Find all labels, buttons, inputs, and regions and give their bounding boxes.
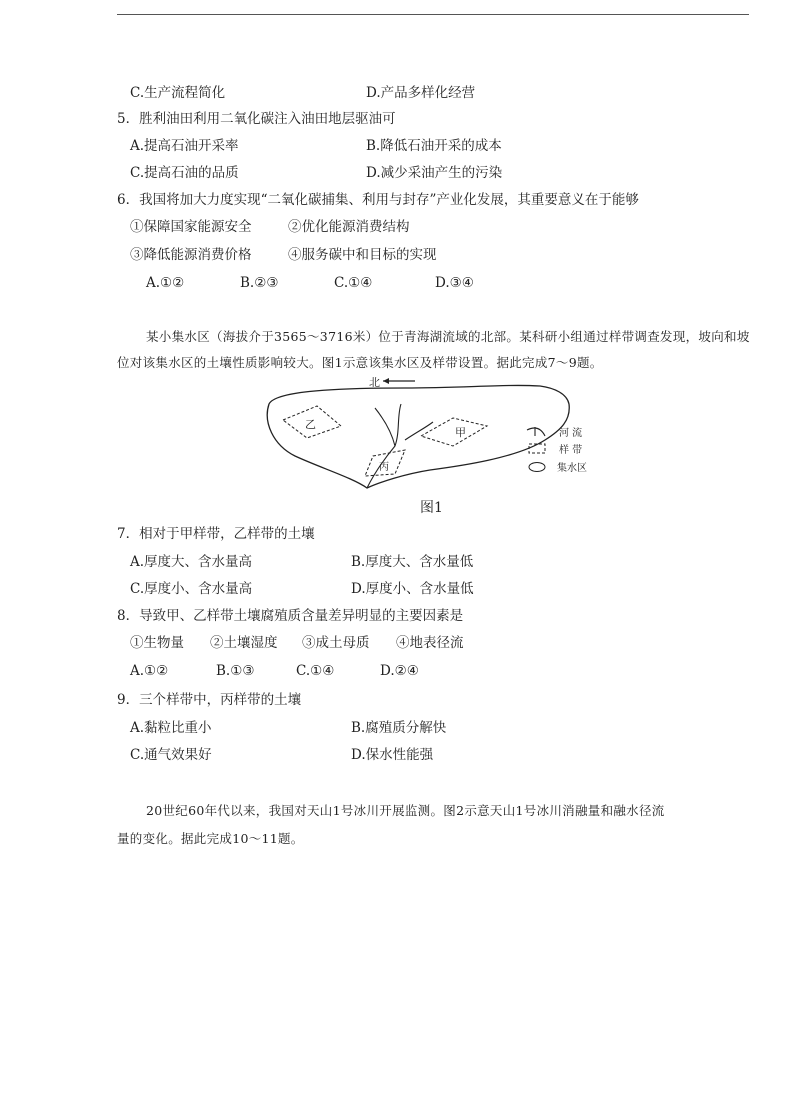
passage2-line1: 20世纪60年代以来，我国对天山1号冰川开展监测。图2示意天山1号冰川消融量和融水径流 xyxy=(146,803,665,818)
q8-option-d: D.②④ xyxy=(380,663,419,679)
catchment-boundary xyxy=(267,385,569,488)
q6-option-b: B.②③ xyxy=(240,275,279,291)
passage1-line2: 位对该集水区的土壤性质影响较大。图1示意该集水区及样带设置。据此完成7～9题。 xyxy=(117,355,603,370)
q7-option-b: B.厚度大、含水量低 xyxy=(351,554,474,570)
q5-stem: 5．胜利油田利用二氧化碳注入油田地层驱油可 xyxy=(117,111,396,127)
q7-stem: 7．相对于甲样带，乙样带的土壤 xyxy=(117,526,315,542)
header-rule xyxy=(117,14,749,15)
q5-option-c: C.提高石油的品质 xyxy=(130,165,239,181)
sample-band-jia xyxy=(421,418,487,446)
q7-option-d: D.厚度小、含水量低 xyxy=(351,581,474,597)
north-arrow-icon xyxy=(383,378,389,384)
q6-item-3: ③降低能源消费价格 xyxy=(130,247,252,263)
q6-item-1: ①保障国家能源安全 xyxy=(130,219,252,235)
q6-option-d: D.③④ xyxy=(435,275,474,291)
q8-option-c: C.①④ xyxy=(296,663,335,679)
legend-band-label: 样 带 xyxy=(559,445,583,456)
q6-item-4: ④服务碳中和目标的实现 xyxy=(288,247,437,263)
q9-option-c: C.通气效果好 xyxy=(130,747,212,763)
legend-area-label: 集水区 xyxy=(557,463,587,474)
north-label: 北 xyxy=(369,376,380,389)
q7-option-c: C.厚度小、含水量高 xyxy=(130,581,253,597)
legend-area-icon xyxy=(529,463,545,472)
q9-option-b: B.腐殖质分解快 xyxy=(351,720,447,736)
label-jia: 甲 xyxy=(455,426,466,439)
legend-river-icon xyxy=(527,427,545,436)
label-yi: 乙 xyxy=(305,418,316,431)
q4-option-c: C.生产流程简化 xyxy=(130,85,226,101)
q6-stem: 6．我国将加大力度实现“二氧化碳捕集、利用与封存”产业化发展，其重要意义在于能够 xyxy=(117,192,639,208)
q7-option-a: A.厚度大、含水量高 xyxy=(130,554,253,570)
river-tributary-right xyxy=(405,422,433,440)
q9-stem: 9．三个样带中，丙样带的土壤 xyxy=(117,692,302,708)
q9-option-a: A.黏粒比重小 xyxy=(130,720,212,736)
passage2-line2: 量的变化。据此完成10～11题。 xyxy=(117,831,304,846)
q9-option-d: D.保水性能强 xyxy=(351,747,434,763)
q6-option-a: A.①② xyxy=(146,275,185,291)
passage1-line1: 某小集水区（海拔介于3565～3716米）位于青海湖流域的北部。某科研小组通过样带调查发现，坡向和坡 xyxy=(146,329,750,344)
q6-item-2: ②优化能源消费结构 xyxy=(288,219,410,235)
label-bing: 丙 xyxy=(379,462,389,473)
q8-item-2: ②土壤湿度 xyxy=(210,635,278,651)
q8-option-a: A.①② xyxy=(130,663,169,679)
legend-river-label: 河 流 xyxy=(559,428,583,439)
q4-option-d: D.产品多样化经营 xyxy=(366,85,476,101)
q5-option-d: D.减少采油产生的污染 xyxy=(366,165,503,181)
river-tributary-left xyxy=(375,408,395,446)
q8-option-b: B.①③ xyxy=(216,663,255,679)
q8-item-3: ③成土母质 xyxy=(302,635,370,651)
q5-option-b: B.降低石油开采的成本 xyxy=(366,138,502,154)
q8-stem: 8．导致甲、乙样带土壤腐殖质含量差异明显的主要因素是 xyxy=(117,608,464,624)
figure-1-caption: 图1 xyxy=(420,500,443,516)
figure-1-map xyxy=(255,370,615,495)
q8-item-4: ④地表径流 xyxy=(396,635,464,651)
legend-band-icon xyxy=(529,444,545,453)
q8-item-1: ①生物量 xyxy=(130,635,184,651)
q6-option-c: C.①④ xyxy=(334,275,373,291)
q5-option-a: A.提高石油开采率 xyxy=(130,138,239,154)
